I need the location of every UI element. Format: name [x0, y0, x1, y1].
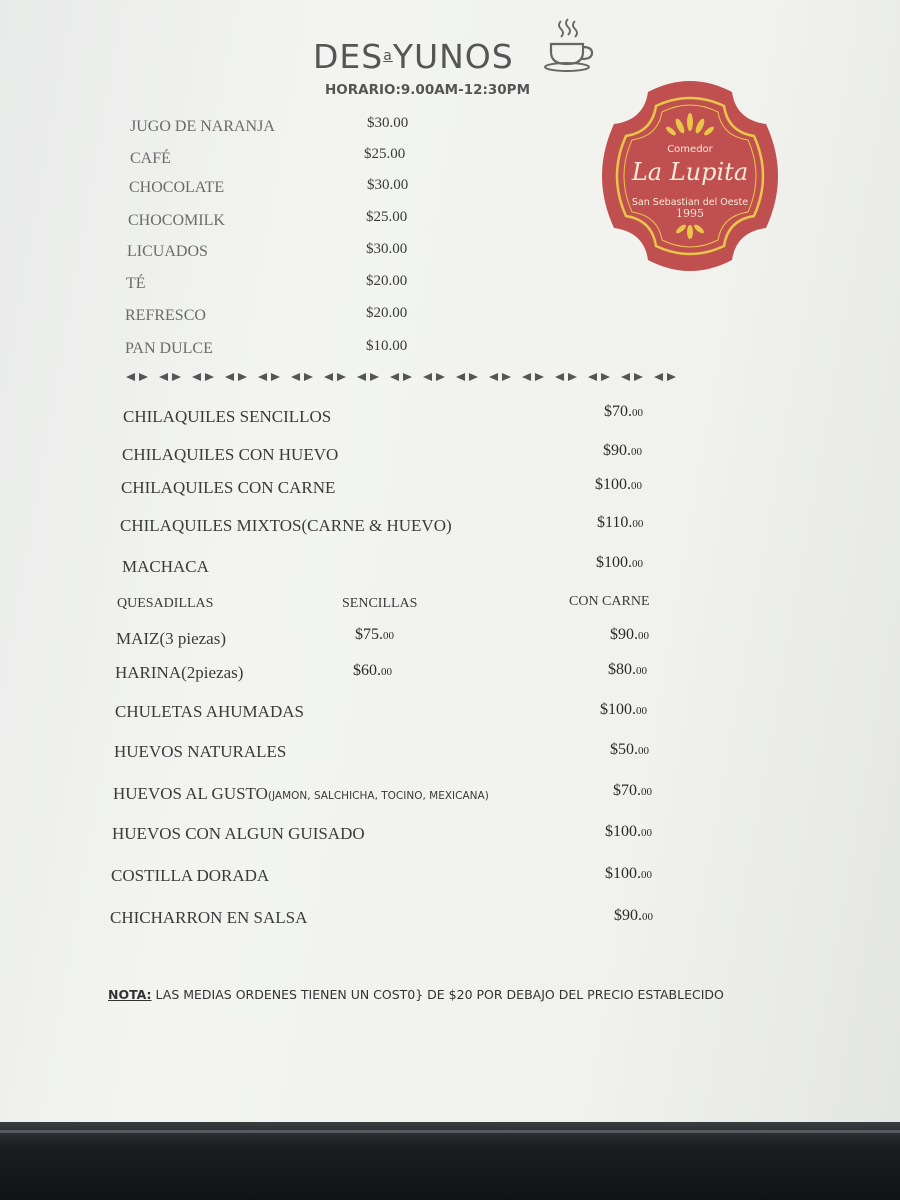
divider-triangle	[667, 373, 676, 381]
divider-triangle	[126, 373, 135, 381]
divider-triangle	[634, 373, 643, 381]
dish-price: $100.00	[596, 554, 643, 571]
divider-triangle	[601, 373, 610, 381]
drink-name: LICUADOS	[127, 243, 208, 260]
drink-price: $30.00	[366, 241, 408, 257]
quesadillas-header: QUESADILLAS	[117, 596, 214, 611]
divider-triangle	[139, 373, 148, 381]
section-divider	[126, 370, 686, 384]
divider-triangle	[291, 373, 300, 381]
divider-triangle	[370, 373, 379, 381]
table-edge	[0, 1130, 900, 1133]
divider-triangle	[324, 373, 333, 381]
dish-name: MACHACA	[122, 557, 209, 576]
drink-name: JUGO DE NARANJA	[130, 118, 275, 135]
dish-price: $100.00	[595, 476, 642, 493]
drink-name: PAN DULCE	[125, 340, 213, 357]
quesadilla-row-name: MAIZ(3 piezas)	[116, 629, 226, 648]
dish-name: COSTILLA DORADA	[111, 866, 270, 885]
drink-price: $30.00	[367, 115, 409, 131]
dish-name: CHILAQUILES MIXTOS(CARNE & HUEVO)	[120, 516, 452, 535]
drink-price: $25.00	[366, 209, 408, 225]
drink-price: $20.00	[366, 273, 408, 289]
menu-title: DES$^a$YUNOS	[313, 37, 514, 76]
divider-triangle	[337, 373, 346, 381]
divider-triangle	[588, 373, 597, 381]
divider-triangle	[555, 373, 564, 381]
drink-name: CHOCOLATE	[129, 179, 225, 196]
dish-price: $110.00	[597, 514, 644, 531]
drink-name: REFRESCO	[125, 307, 206, 324]
dish-name: HUEVOS CON ALGUN GUISADO	[112, 824, 365, 843]
dish-name: CHILAQUILES CON HUEVO	[122, 445, 339, 464]
quesadilla-row-name: HARINA(2piezas)	[115, 663, 244, 682]
logo-top-text: Comedor	[667, 144, 713, 155]
divider-triangle	[258, 373, 267, 381]
divider-triangle	[489, 373, 498, 381]
logo-year: 1995	[676, 207, 704, 220]
drink-name: TÉ	[126, 275, 146, 292]
dish-name: HUEVOS AL GUSTO(JAMON, SALCHICHA, TOCINO, MEXICANA)	[113, 784, 489, 803]
logo-name: La Lupita	[631, 158, 749, 186]
dish-price: $90.00	[614, 907, 653, 924]
drink-price: $30.00	[367, 177, 409, 193]
divider-triangle	[390, 373, 399, 381]
quesadillas-col-sencillas: SENCILLAS	[342, 596, 418, 611]
quesadillas-col-carne: CON CARNE	[569, 594, 650, 609]
divider-triangle	[535, 373, 544, 381]
quesadilla-price-sencillas: $60.00	[353, 662, 392, 679]
table-surface	[0, 1122, 900, 1200]
dish-price: $70.00	[604, 403, 643, 420]
drink-price: $20.00	[366, 305, 408, 321]
dish-name: CHILAQUILES SENCILLOS	[123, 407, 332, 426]
drink-price: $10.00	[366, 338, 408, 354]
dish-price: $50.00	[610, 741, 649, 758]
divider-triangle	[238, 373, 247, 381]
divider-triangle	[357, 373, 366, 381]
dish-name: HUEVOS NATURALES	[114, 742, 287, 761]
divider-triangle	[225, 373, 234, 381]
drink-name: CAFÉ	[130, 150, 171, 167]
divider-triangle	[403, 373, 412, 381]
dish-name: CHILAQUILES CON CARNE	[121, 478, 336, 497]
divider-triangle	[271, 373, 280, 381]
dish-name: CHULETAS AHUMADAS	[115, 702, 304, 721]
logo-place: San Sebastian del Oeste	[631, 197, 749, 208]
dish-price: $90.00	[603, 442, 642, 459]
divider-triangle	[423, 373, 432, 381]
divider-triangle	[456, 373, 465, 381]
divider-triangle	[654, 373, 663, 381]
divider-triangle	[522, 373, 531, 381]
dish-price: $70.00	[613, 782, 652, 799]
divider-triangle	[304, 373, 313, 381]
divider-triangle	[172, 373, 181, 381]
divider-triangle	[192, 373, 201, 381]
quesadilla-price-sencillas: $75.00	[355, 626, 394, 643]
restaurant-logo	[596, 80, 784, 272]
drink-name: CHOCOMILK	[128, 212, 225, 229]
divider-triangle	[469, 373, 478, 381]
quesadilla-price-carne: $90.00	[610, 626, 649, 643]
dish-price: $100.00	[600, 701, 647, 718]
footnote-label: NOTA:	[108, 987, 152, 1002]
divider-triangle	[436, 373, 445, 381]
dish-price: $100.00	[605, 865, 652, 882]
hours-text: HORARIO:9.00AM-12:30PM	[325, 82, 531, 98]
dish-name: CHICHARRON EN SALSA	[110, 908, 308, 927]
footnote	[108, 987, 724, 1002]
footnote-text: LAS MEDIAS ORDENES TIENEN UN COST0} DE $20 POR DEBAJO DEL PRECIO ESTABLECIDO	[151, 987, 724, 1002]
coffee-cup-icon	[541, 17, 595, 75]
divider-triangle	[159, 373, 168, 381]
dish-price: $100.00	[605, 823, 652, 840]
divider-triangle	[568, 373, 577, 381]
quesadilla-price-carne: $80.00	[608, 661, 647, 678]
divider-triangle	[502, 373, 511, 381]
divider-triangle	[621, 373, 630, 381]
divider-triangle	[205, 373, 214, 381]
drink-price: $25.00	[364, 146, 406, 162]
dish-detail: (JAMON, SALCHICHA, TOCINO, MEXICANA)	[267, 790, 489, 802]
